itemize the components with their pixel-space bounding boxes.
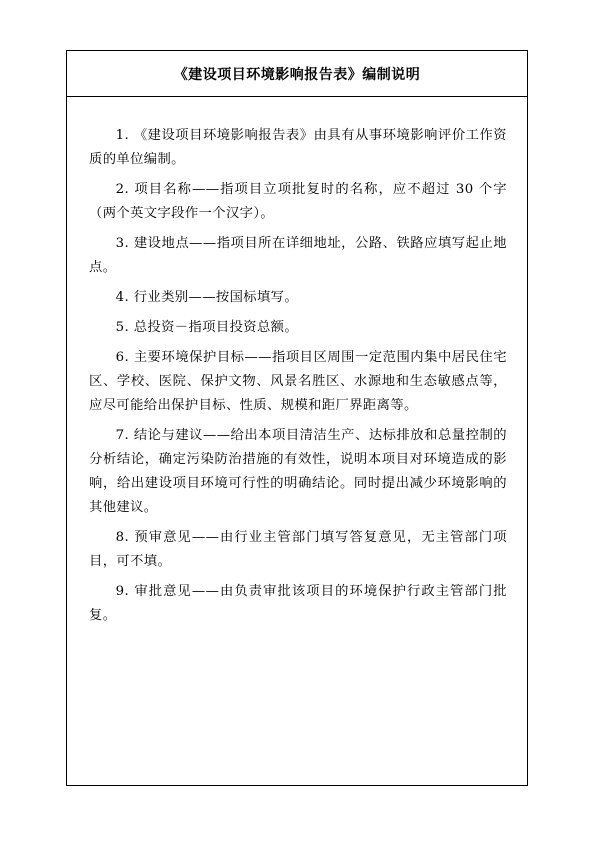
instruction-item-6: 6. 主要环境保护目标——指项目区周围一定范围内集中居民住宅区、学校、医院、保护文物、风景名胜区、水源地和生态敏感点等，应尽可能给出保护目标、性质、规模和距厂界距离等。 — [89, 350, 507, 413]
document-title: 《建设项目环境影响报告表》编制说明 — [173, 66, 421, 83]
instruction-item-1: 1. 《建设项目环境影响报告表》由具有从事环境影响评价工作资质的单位编制。 — [89, 128, 507, 167]
document-frame — [66, 50, 528, 786]
instructions-body — [89, 124, 507, 634]
instruction-item-2: 2. 项目名称——指项目立项批复时的名称，应不超过 30 个字（两个英文字段作一个汉字）。 — [89, 182, 507, 221]
instruction-item-5: 5. 总投资－指项目投资总额。 — [115, 320, 299, 335]
instruction-item-4: 4. 行业类别——按国标填写。 — [115, 290, 299, 305]
instruction-item-8: 8. 预审意见——由行业主管部门填写答复意见，无主管部门项目，可不填。 — [89, 530, 507, 569]
instruction-item-7: 7. 结论与建议——给出本项目清洁生产、达标排放和总量控制的分析结论，确定污染防治措施的有效性，说明本项目对环境造成的影响，给出建设项目环境可行性的明确结论。同时提出减少环境影响的其他建议。 — [89, 428, 507, 515]
title-row — [67, 51, 527, 97]
instruction-item-3: 3. 建设地点——指项目所在详细地址，公路、铁路应填写起止地点。 — [89, 236, 507, 275]
instruction-item-9: 9. 审批意见——由负责审批该项目的环境保护行政主管部门批复。 — [89, 584, 507, 623]
